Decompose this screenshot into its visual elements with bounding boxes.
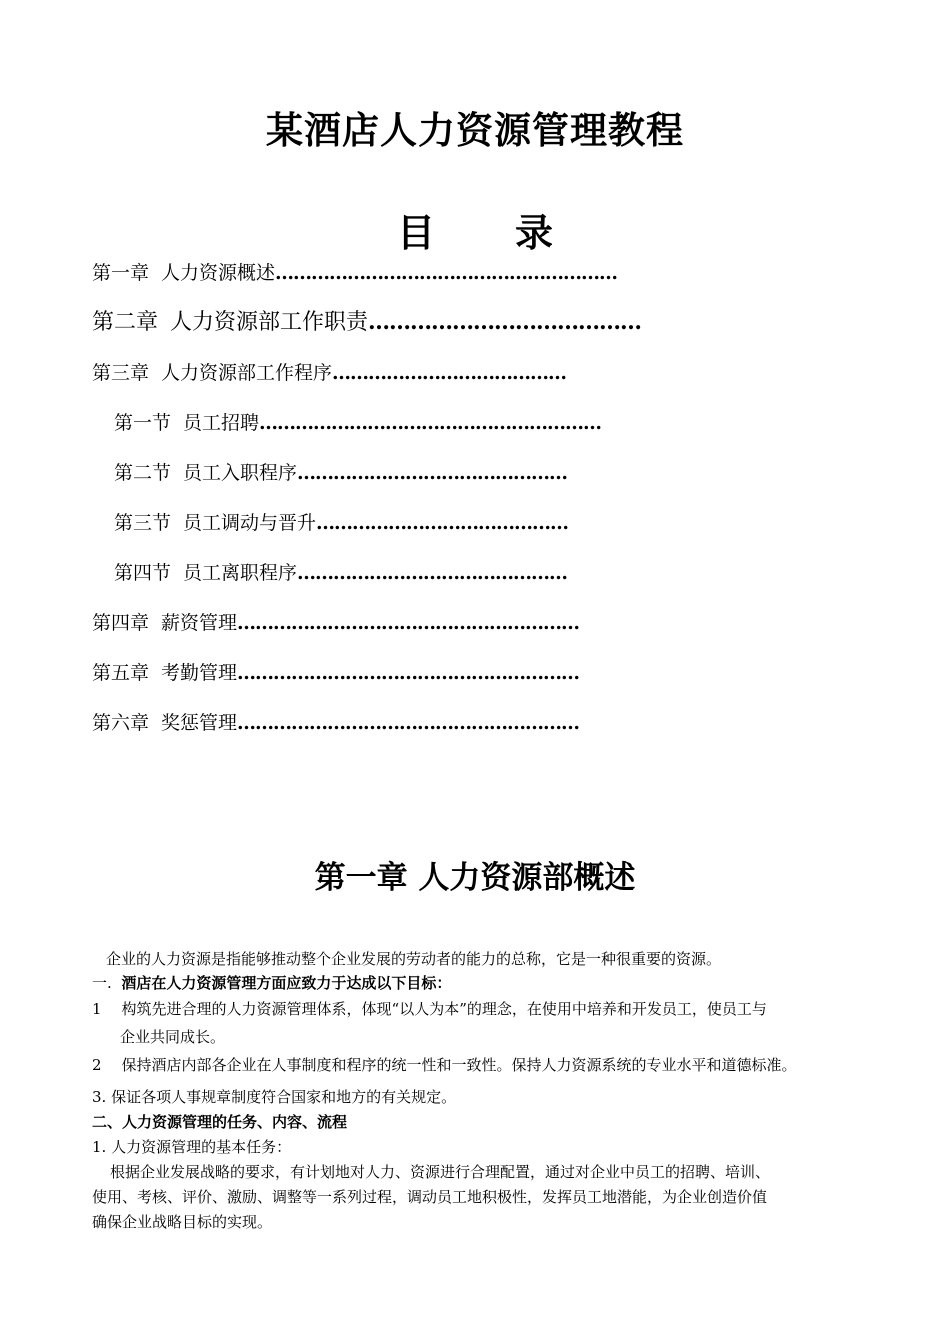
toc-heading bbox=[0, 202, 950, 257]
list-item bbox=[92, 1052, 872, 1078]
toc-entry-number: 第一章 bbox=[92, 262, 150, 284]
toc-entry[interactable] bbox=[114, 558, 567, 588]
toc-entry-label: 奖惩管理 bbox=[161, 712, 238, 734]
toc-entry[interactable] bbox=[114, 508, 568, 538]
toc-entry-leader: ……………………………………… bbox=[297, 562, 568, 584]
intro-paragraph: 企业的人力资源是指能够推动整个企业发展的劳动者的能力的总称，它是一种很重要的资源。 bbox=[106, 950, 722, 968]
toc-entry-leader: ………………………………………………… bbox=[237, 712, 580, 734]
toc-entry[interactable] bbox=[92, 708, 579, 738]
toc-entry-leader: ………………………………………………… bbox=[237, 662, 580, 684]
toc-entry[interactable] bbox=[114, 458, 567, 488]
toc-entry-label: 人力资源部工作程序 bbox=[161, 362, 333, 384]
toc-entry-number: 第六章 bbox=[92, 712, 150, 734]
section-number: 一. bbox=[92, 974, 112, 992]
paragraph-line: 确保企业战略目标的实现。 bbox=[92, 1213, 273, 1231]
toc-entry-number: 第一节 bbox=[114, 412, 172, 434]
chapter-title: 第一章 人力资源部概述 bbox=[314, 860, 636, 896]
section-heading bbox=[92, 970, 872, 996]
section-heading: 二、人力资源管理的任务、内容、流程 bbox=[92, 1113, 348, 1131]
paragraph-line: 使用、考核、评价、激励、调整等一系列过程，调动员工地积极性，发挥员工地潜能，为企业创造价值 bbox=[92, 1188, 768, 1206]
toc-heading-left: 目 bbox=[396, 210, 435, 255]
toc-entry[interactable] bbox=[92, 258, 617, 288]
toc-entry-label: 薪资管理 bbox=[161, 612, 238, 634]
toc-entry-number: 第二节 bbox=[114, 462, 172, 484]
toc-entry-label: 员工调动与晋升 bbox=[183, 512, 317, 534]
document-title: 某酒店人力资源管理教程 bbox=[266, 108, 684, 152]
toc-entry-number: 第四章 bbox=[92, 612, 150, 634]
toc-entry-number: 第五章 bbox=[92, 662, 150, 684]
list-item-text: 构筑先进合理的人力资源管理体系，体现“以人为本”的理念，在使用中培养和开发员工，使员工与 bbox=[121, 1000, 767, 1018]
toc-entry-leader: ………………………………… bbox=[332, 362, 567, 384]
toc-entry[interactable] bbox=[92, 658, 579, 688]
toc-entry-leader: …………………………………… bbox=[316, 512, 569, 534]
toc-entry-number: 第二章 bbox=[92, 310, 159, 335]
toc-entry-label: 人力资源部工作职责 bbox=[170, 310, 369, 335]
toc-entry[interactable] bbox=[92, 358, 566, 388]
toc-entry-label: 员工离职程序 bbox=[183, 562, 298, 584]
list-item: 3. 保证各项人事规章制度符合国家和地方的有关规定。 bbox=[92, 1088, 457, 1106]
toc-entry-label: 员工入职程序 bbox=[183, 462, 298, 484]
toc-entry-number: 第三节 bbox=[114, 512, 172, 534]
list-item-text: 保持酒店内部各企业在人事制度和程序的统一性和一致性。保持人力资源系统的专业水平和道德标准。 bbox=[121, 1056, 797, 1074]
list-item-number: 2 bbox=[92, 1056, 102, 1074]
toc-entry-leader: ………………………………………………… bbox=[237, 612, 580, 634]
toc-heading-right: 录 bbox=[515, 210, 554, 255]
list-item-number: 1 bbox=[92, 1000, 102, 1018]
toc-entry-leader: ……………………………………… bbox=[297, 462, 568, 484]
toc-entry-label: 考勤管理 bbox=[161, 662, 238, 684]
subsection-heading: 1. 人力资源管理的基本任务： bbox=[92, 1138, 292, 1156]
toc-entry-label: 员工招聘 bbox=[183, 412, 260, 434]
toc-entry-leader: ………………………………… bbox=[368, 309, 642, 335]
toc-entry-number: 第三章 bbox=[92, 362, 150, 384]
toc-entry-label: 人力资源概述 bbox=[161, 262, 276, 284]
section-heading-text: 酒店在人力资源管理方面应致力于达成以下目标： bbox=[121, 974, 452, 992]
list-item-continuation: 企业共同成长。 bbox=[120, 1028, 226, 1046]
paragraph-line: 根据企业发展战略的要求，有计划地对人力、资源进行合理配置，通过对企业中员工的招聘、培训、 bbox=[110, 1163, 771, 1181]
list-item bbox=[92, 996, 872, 1022]
toc-entry-leader: ………………………………………………… bbox=[259, 412, 602, 434]
toc-entry[interactable] bbox=[92, 608, 579, 638]
toc-entry[interactable] bbox=[92, 307, 641, 338]
toc-entry[interactable] bbox=[114, 408, 601, 438]
toc-entry-number: 第四节 bbox=[114, 562, 172, 584]
toc-entry-leader: ………………………………………………… bbox=[275, 262, 618, 284]
